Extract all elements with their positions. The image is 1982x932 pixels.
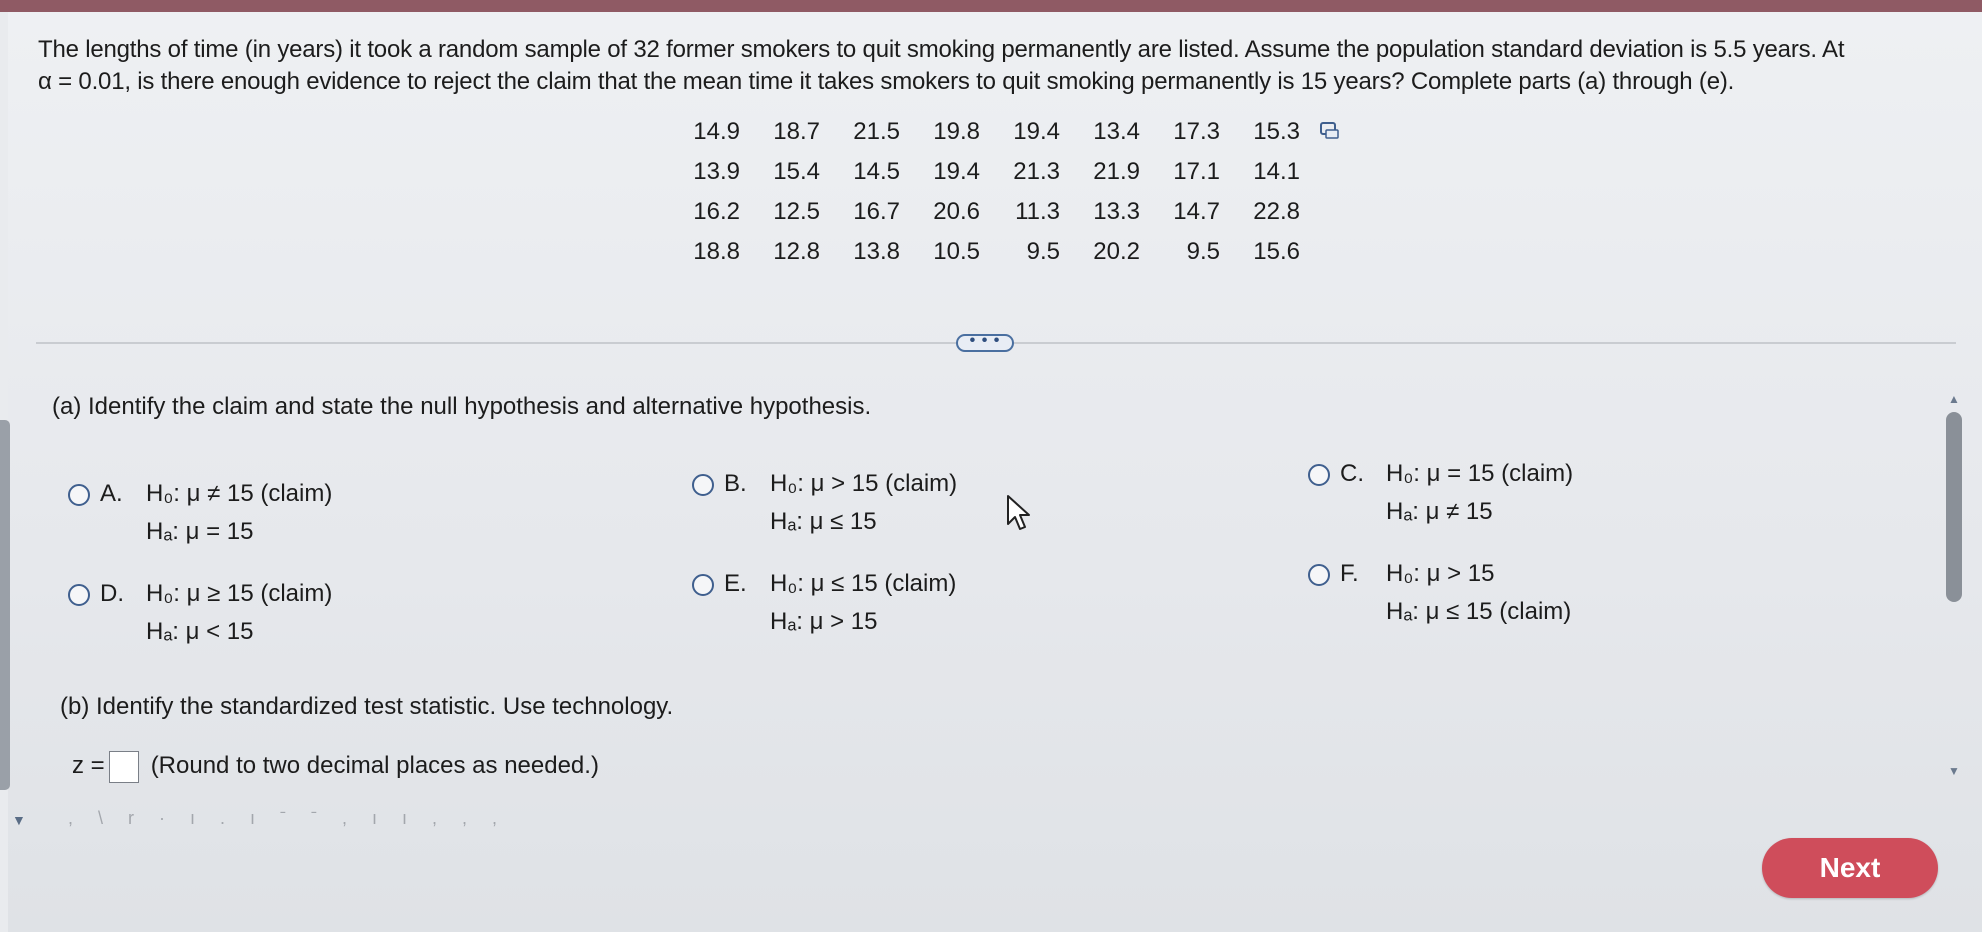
null-hypothesis: H₀: μ > 15 (claim) bbox=[770, 470, 958, 497]
collapse-arrow-icon[interactable]: ▼ bbox=[12, 812, 26, 828]
radio-button[interactable] bbox=[692, 574, 714, 596]
data-cell: 14.5 bbox=[853, 158, 900, 185]
alternative-hypothesis: Hₐ: μ ≤ 15 (claim) bbox=[1386, 598, 1572, 625]
alternative-hypothesis: Hₐ: μ ≤ 15 bbox=[770, 508, 877, 535]
radio-button[interactable] bbox=[1308, 464, 1330, 486]
data-cell: 15.3 bbox=[1253, 118, 1300, 145]
option-letter: D. bbox=[100, 580, 124, 607]
data-cell: 17.3 bbox=[1173, 118, 1220, 145]
question-text bbox=[38, 34, 1938, 98]
expand-button[interactable]: • • • bbox=[956, 334, 1014, 352]
radio-button[interactable] bbox=[1308, 564, 1330, 586]
data-cell: 19.8 bbox=[933, 118, 980, 145]
scrollbar[interactable] bbox=[1942, 392, 1964, 782]
scroll-up-arrow-icon[interactable]: ▲ bbox=[1948, 392, 1960, 406]
null-hypothesis: H₀: μ ≥ 15 (claim) bbox=[146, 580, 333, 607]
data-cell: 21.5 bbox=[853, 118, 900, 145]
data-cell: 15.4 bbox=[773, 158, 820, 185]
null-hypothesis: H₀: μ = 15 (claim) bbox=[1386, 460, 1574, 487]
radio-button[interactable] bbox=[692, 474, 714, 496]
option-letter: B. bbox=[724, 470, 747, 497]
data-cell: 14.7 bbox=[1173, 198, 1220, 225]
data-cell: 17.1 bbox=[1173, 158, 1220, 185]
data-row bbox=[670, 152, 1310, 192]
data-cell: 21.3 bbox=[1013, 158, 1060, 185]
data-cell: 18.7 bbox=[773, 118, 820, 145]
option-letter: C. bbox=[1340, 460, 1364, 487]
question-line-2: α = 0.01, is there enough evidence to reject the claim that the mean time it takes smokers to quit smoking permanently is 15 years? Complete parts (a) through (e). bbox=[38, 68, 1735, 95]
data-cell: 13.3 bbox=[1093, 198, 1140, 225]
data-cell: 16.7 bbox=[853, 198, 900, 225]
data-cell: 12.8 bbox=[773, 238, 820, 265]
data-row bbox=[670, 232, 1310, 272]
top-browser-strip bbox=[0, 0, 1982, 12]
null-hypothesis: H₀: μ ≠ 15 (claim) bbox=[146, 480, 333, 507]
data-cell: 20.6 bbox=[933, 198, 980, 225]
part-b-title: (b) Identify the standardized test statistic. Use technology. bbox=[60, 693, 674, 720]
data-cell: 13.8 bbox=[853, 238, 900, 265]
data-cell: 15.6 bbox=[1253, 238, 1300, 265]
radio-button[interactable] bbox=[68, 484, 90, 506]
z-answer-row bbox=[72, 750, 599, 783]
data-cell: 21.9 bbox=[1093, 158, 1140, 185]
next-button[interactable]: Next bbox=[1762, 838, 1938, 898]
alternative-hypothesis: Hₐ: μ > 15 bbox=[770, 608, 878, 635]
data-cell: 10.5 bbox=[933, 238, 980, 265]
null-hypothesis: H₀: μ ≤ 15 (claim) bbox=[770, 570, 957, 597]
question-page bbox=[8, 12, 1982, 932]
alternative-hypothesis: Hₐ: μ = 15 bbox=[146, 518, 254, 545]
scrollbar-thumb[interactable] bbox=[1946, 412, 1962, 602]
data-cell: 12.5 bbox=[773, 198, 820, 225]
data-cell: 20.2 bbox=[1093, 238, 1140, 265]
part-a-title: (a) Identify the claim and state the null hypothesis and alternative hypothesis. bbox=[52, 393, 872, 420]
copy-icon[interactable] bbox=[1320, 122, 1340, 140]
alternative-hypothesis: Hₐ: μ ≠ 15 bbox=[1386, 498, 1493, 525]
left-scroll-rail[interactable] bbox=[0, 420, 10, 790]
z-label: z = bbox=[72, 752, 105, 779]
data-cell: 19.4 bbox=[933, 158, 980, 185]
data-cell: 9.5 bbox=[1026, 238, 1060, 265]
data-cell: 16.2 bbox=[693, 198, 740, 225]
data-cell: 14.1 bbox=[1253, 158, 1300, 185]
z-answer-input[interactable] bbox=[109, 751, 139, 783]
data-cell: 18.8 bbox=[693, 238, 740, 265]
data-row bbox=[670, 192, 1310, 232]
scroll-down-arrow-icon[interactable]: ▼ bbox=[1948, 764, 1960, 778]
data-table-wrap bbox=[670, 112, 1310, 272]
question-line-1: The lengths of time (in years) it took a random sample of 32 former smokers to quit smoking permanently are listed. Assume the population standard deviation is 5.5 years. At bbox=[38, 36, 1845, 63]
null-hypothesis: H₀: μ > 15 bbox=[1386, 560, 1495, 587]
mouse-pointer-icon bbox=[1006, 494, 1032, 534]
data-cell: 11.3 bbox=[1015, 198, 1060, 225]
option-letter: E. bbox=[724, 570, 747, 597]
option-letter: A. bbox=[100, 480, 123, 507]
data-row bbox=[670, 112, 1310, 152]
data-cell: 9.5 bbox=[1186, 238, 1220, 265]
faded-text-remnant: , \ r · ı . ı ˉ ˉ , ı ı , , , bbox=[68, 808, 508, 828]
data-table bbox=[670, 112, 1310, 272]
data-cell: 13.4 bbox=[1093, 118, 1140, 145]
radio-button[interactable] bbox=[68, 584, 90, 606]
data-cell: 22.8 bbox=[1253, 198, 1300, 225]
alternative-hypothesis: Hₐ: μ < 15 bbox=[146, 618, 254, 645]
data-cell: 14.9 bbox=[693, 118, 740, 145]
data-cell: 19.4 bbox=[1013, 118, 1060, 145]
data-cell: 13.9 bbox=[693, 158, 740, 185]
option-letter: F. bbox=[1340, 560, 1359, 587]
rounding-hint: (Round to two decimal places as needed.) bbox=[150, 752, 599, 779]
